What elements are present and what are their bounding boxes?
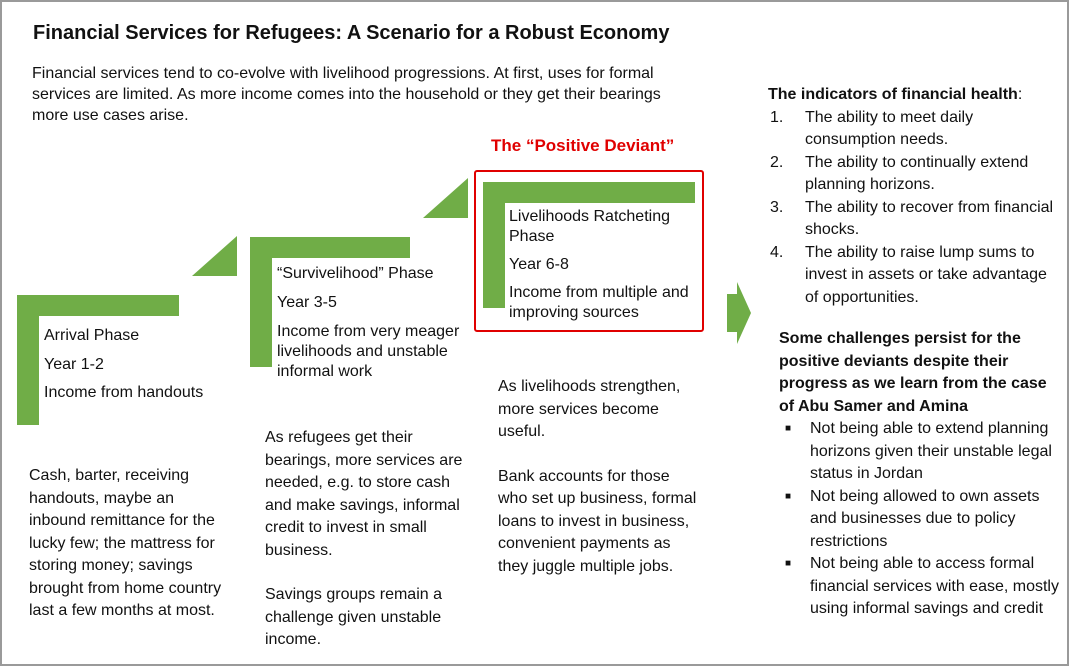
challenges-list: [779, 418, 1065, 621]
phase-ratcheting: [509, 207, 699, 323]
step3-top-bar: [483, 182, 695, 203]
ratcheting-description-p2: Bank accounts for those who set up business, formal loans to invest in business, convenient payments as they juggle multiple jobs.: [498, 467, 697, 575]
indicators-list: [768, 107, 1064, 310]
positive-deviant-label: The “Positive Deviant”: [491, 136, 675, 155]
phase-arrival: [44, 322, 244, 408]
step1-arrow-triangle: [192, 236, 237, 276]
step3-vertical-bar: [483, 182, 505, 308]
bullet-icon: ■: [785, 423, 792, 434]
arrival-description-text: Cash, barter, receiving handouts, maybe an inbound remittance for the lucky few; the mattress for storing money; savings brought from home country last a few months at most.: [29, 467, 222, 619]
right-arrow-icon: [727, 282, 751, 344]
step1-top-bar: [17, 295, 179, 316]
challenges-heading: Some challenges persist for the positive deviants despite their progress as we learn from the case of Abu Samer and Amina: [779, 330, 1047, 415]
phase-arrival-name: Arrival Phase: [44, 327, 140, 344]
indicator-item: 4. The ability to raise lump sums to invest in assets or take advantage of opportunities.: [770, 243, 1047, 306]
step2-vertical-bar: [250, 237, 272, 367]
intro-paragraph: Financial services tend to co-evolve with livelihood progressions. At first, uses for formal services are limited. As more income comes into the household or they get their bearings more use cases arise.: [32, 65, 661, 124]
ratcheting-description-p1: As livelihoods strengthen, more services become useful.: [498, 378, 681, 440]
phase-ratcheting-income: Income from multiple and improving sources: [509, 284, 689, 321]
challenge-item: ■ Not being allowed to own assets and businesses due to policy restrictions: [785, 487, 1040, 550]
challenge-item: ■ Not being able to access formal financial services with ease, mostly using informal savings and credit: [785, 555, 1059, 617]
step2-arrow-triangle: [423, 178, 468, 218]
challenge-item: ■ Not being able to extend planning horizons given their unstable legal status in Jordan: [785, 420, 1052, 482]
phase-survivelihood: [277, 264, 472, 382]
survivelihood-description-p2: Savings groups remain a challenge given unstable income.: [265, 586, 442, 648]
survivelihood-description: [265, 427, 470, 652]
challenges-section: [779, 328, 1065, 621]
indicator-item: 2. The ability to continually extend planning horizons.: [770, 153, 1029, 193]
slide-title: Financial Services for Refugees: A Scenario for a Robust Economy: [33, 22, 670, 44]
indicator-item: 1. The ability to meet daily consumption needs.: [770, 108, 974, 148]
bullet-icon: ■: [785, 490, 792, 502]
ratcheting-description: [498, 376, 703, 578]
phase-survivelihood-years: Year 3-5: [277, 294, 337, 311]
phase-ratcheting-years: Year 6-8: [509, 256, 569, 273]
step1-vertical-bar: [17, 295, 39, 425]
step2-top-bar: [250, 237, 410, 258]
indicators-section: [768, 84, 1064, 309]
survivelihood-description-p1: As refugees get their bearings, more services are needed, e.g. to store cash and make savings, informal credit to invest in small business.: [265, 429, 463, 559]
phase-survivelihood-income: Income from very meager livelihoods and unstable informal work: [277, 323, 460, 380]
phase-arrival-income: Income from handouts: [44, 384, 204, 401]
indicator-item: 3. The ability to recover from financial shocks.: [770, 198, 1054, 238]
phase-arrival-years: Year 1-2: [44, 355, 104, 373]
phase-ratcheting-name: Livelihoods Ratcheting Phase: [509, 208, 670, 245]
indicators-heading: The indicators of financial health:: [768, 86, 1023, 103]
arrival-description: [29, 465, 229, 623]
phase-survivelihood-name: “Survivelihood” Phase: [277, 265, 434, 282]
bullet-icon: ■: [785, 558, 792, 569]
